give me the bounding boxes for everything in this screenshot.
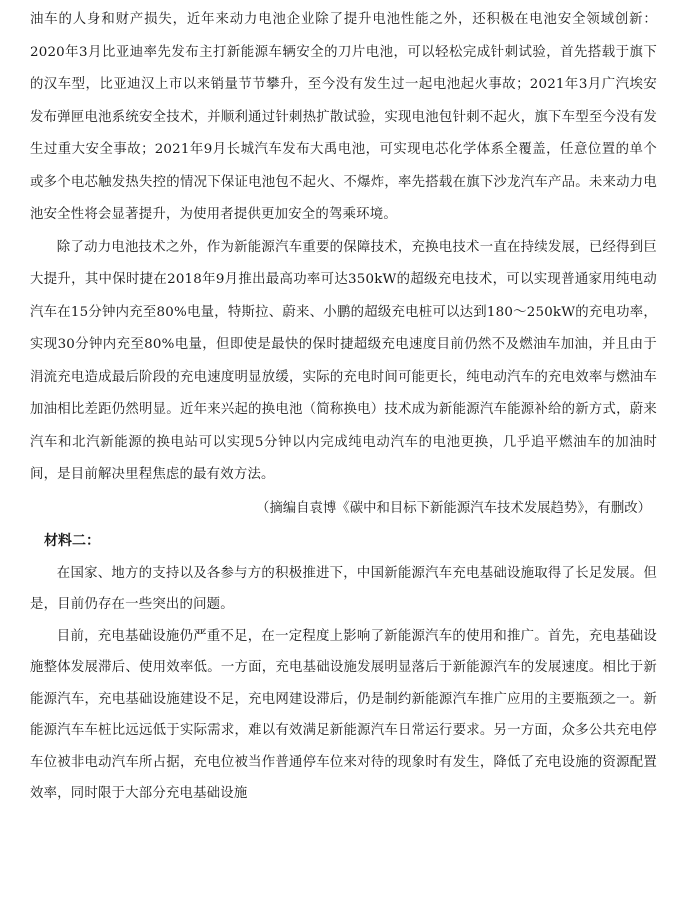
paragraph-battery-safety: 油车的人身和财产损失，近年来动力电池企业除了提升电池性能之外，还积极在电池安全领域创新：2020年3月比亚迪率先发布主打新能源车辆安全的刀片电池，可以轻松完成针刺试验，首先搭载于旗下的汉车型，比亚迪汉上市以来销量节节攀升，至今没有发生过一起电池起火事故；2021年3月广汽埃安发布弹匣电池系统安全技术，并顺利通过针刺热扩散试验，实现电池包针刺不起火，旗下车型至今没有发生过重大安全事故；2021年9月长城汽车发布大禹电池，可实现电芯化学体系全覆盖，任意位置的单个或多个电芯触发热失控的情况下保证电池包不起火、不爆炸，率先搭载在旗下沙龙汽车产品。未来动力电池安全性将会显著提升，为使用者提供更加安全的驾乘环境。 bbox=[30, 12, 657, 222]
section-heading-material-two: 材料二： bbox=[44, 532, 100, 549]
paragraph-infrastructure-intro: 在国家、地方的支持以及各参与方的积极推进下，中国新能源汽车充电基础设施取得了长足发展。但是，目前仍存在一些突出的问题。 bbox=[30, 565, 657, 612]
paragraph-infrastructure-problems: 目前，充电基础设施仍严重不足，在一定程度上影响了新能源汽车的使用和推广。首先，充电基础设施整体发展滞后、使用效率低。一方面，充电基础设施发展明显落后于新能源汽车的发展速度。相比于新能源汽车，充电基础设施建设不足，充电网建设滞后，仍是制约新能源汽车推广应用的主要瓶颈之一。新能源汽车车桩比远远低于实际需求，难以有效满足新能源汽车日常运行要求。另一方面，众多公共充电停车位被非电动汽车所占据，充电位被当作普通停车位来对待的现象时有发生，降低了充电设施的资源配置效率，同时限于大部分充电基础设施 bbox=[30, 628, 657, 801]
source-citation: （摘编自袁博《碳中和目标下新能源汽车技术发展趋势》，有删改） bbox=[255, 500, 651, 516]
paragraph-charging-tech: 除了动力电池技术之外，作为新能源汽车重要的保障技术，充换电技术一直在持续发展，已经得到巨大提升，其中保时捷在2018年9月推出最高功率可达350kW的超级充电技术，可以实现普通家用纯电动汽车在15分钟内充至80%电量，特斯拉、蔚来、小鹏的超级充电桩可以达到180～250kW的充电功率，实现30分钟内充至80%电量，但即使是最快的保时捷超级充电速度目前仍然不及燃油车加油，并且由于涓流充电造成最后阶段的充电速度明显放缓，实际的充电时间可能更长，纯电动汽车的充电效率与燃油车加油相比差距仍然明显。近年来兴起的换电池（简称换电）技术成为新能源汽车能源补给的新方式，蔚来汽车和北汽新能源的换电站可以实现5分钟以内完成纯电动汽车的电池更换，几乎追平燃油车的加油时间，是目前解决里程焦虑的最有效方法。 bbox=[30, 239, 657, 482]
